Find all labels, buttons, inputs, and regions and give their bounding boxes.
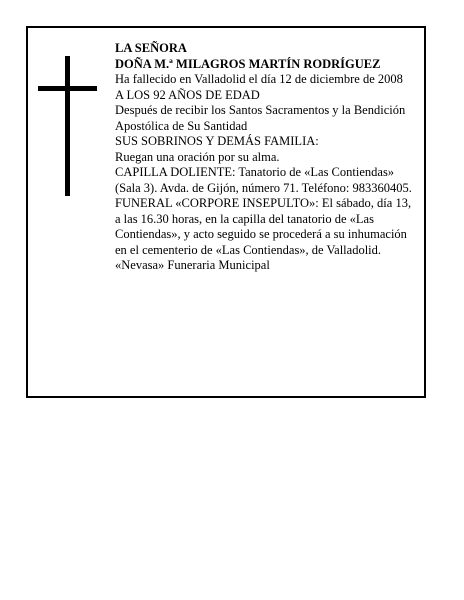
age-line: A LOS 92 AÑOS DE EDAD: [115, 87, 260, 102]
chapel-line: CAPILLA DOLIENTE: Tanatorio de «Las Contiendas» (Sala 3). Avda. de Gijón, número 71. Teléfono: 983360405.: [115, 165, 412, 195]
funeral-line: FUNERAL «CORPORE INSEPULTO»: El sábado, día 13, a las 16.30 horas, en la capilla del tanatorio de «Las Contiendas», y acto seguido se procederá a su inhumación en el cementerio de «Las Contiendas», de Valladolid.: [115, 196, 412, 257]
deceased-name: DOÑA M.ª MILAGROS MARTÍN RODRÍGUEZ: [115, 56, 381, 71]
cross-icon: [65, 56, 70, 196]
prayer-line: Ruegan una oración por su alma.: [115, 149, 280, 164]
obituary-notice: [26, 26, 426, 398]
title-line: LA SEÑORA: [115, 41, 187, 55]
family-line: SUS SOBRINOS Y DEMÁS FAMILIA:: [115, 134, 319, 148]
sacraments-line: Después de recibir los Santos Sacramentos y la Bendición Apostólica de Su Santidad: [115, 103, 406, 133]
cross-icon-arm: [38, 86, 97, 91]
death-statement: Ha fallecido en Valladolid el día 12 de diciembre de 2008: [115, 72, 403, 86]
obituary-text: [115, 41, 415, 274]
funeral-home-line: «Nevasa» Funeraria Municipal: [115, 258, 270, 272]
